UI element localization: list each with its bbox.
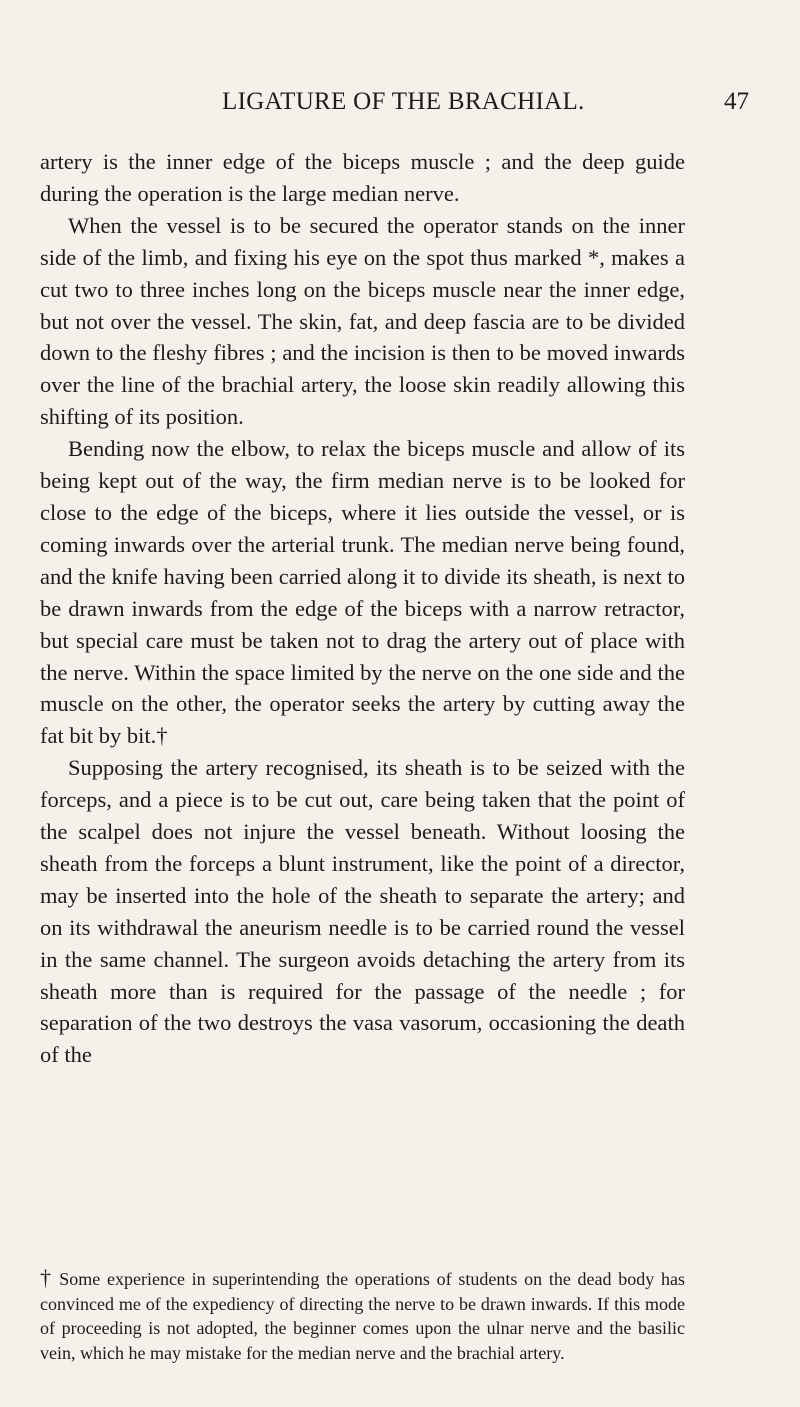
body-text [40, 146, 685, 1071]
running-title: LIGATURE OF THE BRACHIAL. [222, 88, 585, 115]
page-number: 47 [724, 88, 749, 115]
running-head [0, 88, 800, 118]
footnote-paragraph [40, 1266, 685, 1365]
footnote [40, 1266, 685, 1365]
footnote-text: Some experience in superintending the operations of students on the dead body has convinced me of the expediency of directing the nerve to be drawn inwards. If this mode of proceeding is not adopted, the beginner comes upon the ulnar nerve and the basilic vein, which he may mistake for the median nerve and the brachial artery. [40, 1269, 686, 1363]
paragraph-incision: When the vessel is to be secured the operator stands on the inner side of the limb, and fixing his eye on the spot thus marked *, makes a cut two to three inches long on the biceps muscle near the inner edge, but not over the vessel. The skin, fat, and deep fascia are to be divided down to the fleshy fibres ; and the incision is then to be moved inwards over the line of the brachial artery, the loose skin readily allowing this shifting of its position. [40, 212, 685, 430]
paragraph-continuation: artery is the inner edge of the biceps muscle ; and the deep guide during the operation is the large median nerve. [40, 149, 685, 206]
paragraph-sheath: Supposing the artery recognised, its sheath is to be seized with the forceps, and a piece is to be cut out, care being taken that the point of the scalpel does not injure the vessel beneath. Without loosing the sheath from the forceps a blunt instrument, like the point of a director, may be inserted into the hole of the sheath to separate the artery; and on its withdrawal the aneurism needle is to be carried round the vessel in the same channel. The surgeon avoids detaching the artery from its sheath more than is required for the passage of the needle ; for separation of the two destroys the vasa vasorum, occasioning the death of the [40, 755, 685, 1068]
paragraph-median-nerve: Bending now the elbow, to relax the biceps muscle and allow of its being kept out of the way, the firm median nerve is to be looked for close to the edge of the biceps, where it lies outside the vessel, or is coming inwards over the arterial trunk. The median nerve being found, and the knife having been carried along it to divide its sheath, is next to be drawn inwards from the edge of the biceps with a narrow retractor, but special care must be taken not to drag the artery out of place with the nerve. Within the space limited by the nerve on the one side and the muscle on the other, the operator seeks the artery by cutting away the fat bit by bit.† [40, 436, 685, 749]
footnote-mark: † [40, 1265, 54, 1290]
